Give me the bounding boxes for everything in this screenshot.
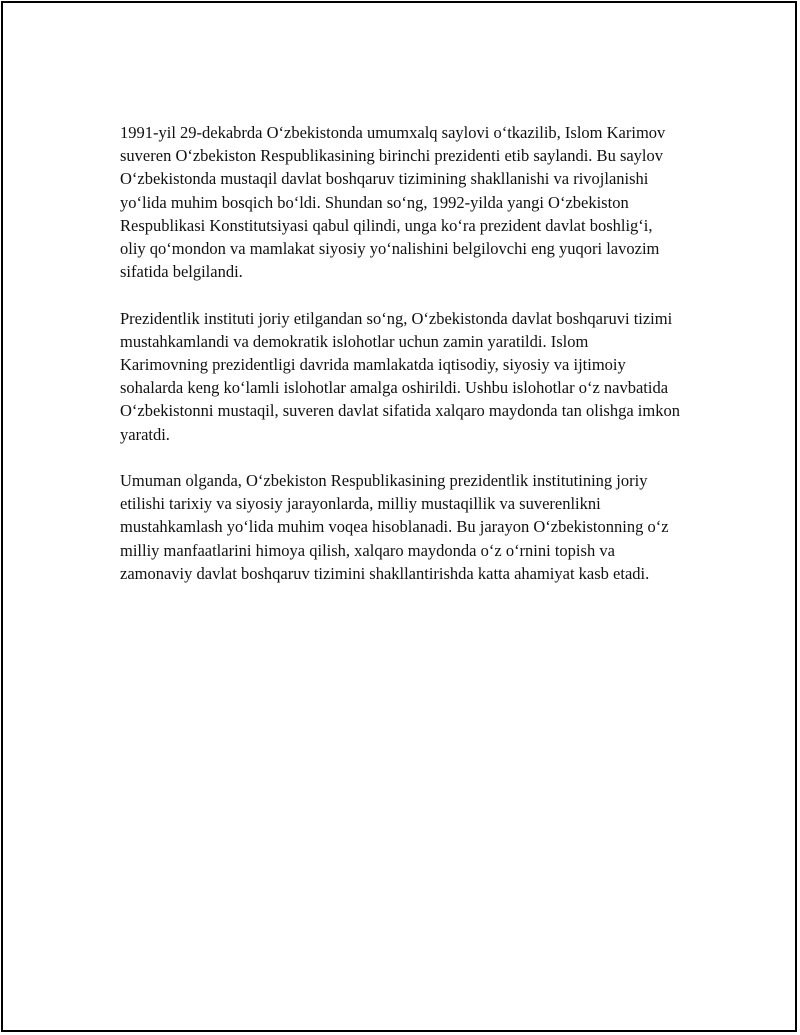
document-body <box>120 121 680 608</box>
paragraph-1: 1991-yil 29-dekabrda O‘zbekistonda umumxalq saylovi o‘tkazilib, Islom Karimov suveren O‘zbekiston Respublikasining birinchi prezidenti etib saylandi. Bu saylov O‘zbekistonda mustaqil davlat boshqaruv tizimining shakllanishi va rivojlanishi yo‘lida muhim bosqich bo‘ldi. Shundan so‘ng, 1992-yilda yangi O‘zbekiston Respublikasi Konstitutsiyasi qabul qilindi, unga ko‘ra prezident davlat boshlig‘i, oliy qo‘mondon va mamlakat siyosiy yo‘nalishini belgilovchi eng yuqori lavozim sifatida belgilandi. <box>120 123 666 282</box>
page-frame <box>1 1 797 1032</box>
paragraph-2: Prezidentlik instituti joriy etilgandan so‘ng, O‘zbekistonda davlat boshqaruvi tizimi mustahkamlandi va demokratik islohotlar uchun zamin yaratildi. Islom Karimovning prezidentligi davrida mamlakatda iqtisodiy, siyosiy va ijtimoiy sohalarda keng ko‘lamli islohotlar amalga oshirildi. Ushbu islohotlar o‘z navbatida O‘zbekistonni mustaqil, suveren davlat sifatida xalqaro maydonda tan olishga imkon yaratdi. <box>120 308 680 444</box>
paragraph-3: Umuman olganda, O‘zbekiston Respublikasining prezidentlik institutining joriy etilishi tarixiy va siyosiy jarayonlarda, milliy mustaqillik va suverenlikni mustahkamlash yo‘lida muhim voqea hisoblanadi. Bu jarayon O‘zbekistonning o‘z milliy manfaatlarini himoya qilish, xalqaro maydonda o‘z o‘rnini topish va zamonaviy davlat boshqaruv tizimini shakllantirishda katta ahamiyat kasb etadi. <box>120 471 669 583</box>
